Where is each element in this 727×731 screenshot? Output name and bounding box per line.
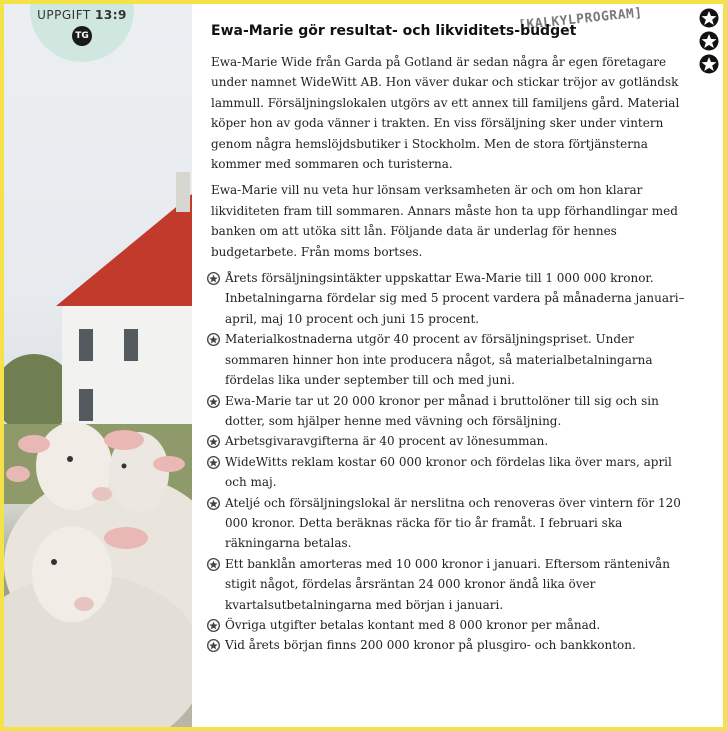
tg-badge: TG [72, 26, 92, 46]
list-item-text: Övriga utgifter betalas kontant med 8 000 kronor per månad. [225, 617, 601, 632]
data-list [211, 268, 687, 656]
list-item-text: Arbetsgivaravgifterna är 40 procent av lönesumman. [225, 434, 549, 449]
exercise-number [30, 8, 134, 22]
list-item [209, 554, 687, 615]
list-item-text: WideWitts reklam kostar 60 000 kronor och fördelas lika över mars, april och maj. [225, 454, 672, 490]
list-item-text: Ewa-Marie tar ut 20 000 kronor per månad i bruttolöner till sig och sin dotter, som hjälper henne med vävning och försäljning. [225, 393, 659, 428]
list-item [209, 452, 687, 493]
question-paragraph: Ewa-Marie vill nu veta hur lönsam verksamheten är och om hon klarar likviditeten fram till sommaren. Annars måste hon ta upp förhandlingar med banken om att utöka sitt lån. Följande data är underlag för hennes budgetarbete. Från moms bortses. [211, 183, 678, 259]
star-bullet-icon [207, 456, 220, 469]
exercise-number-value: 13:9 [95, 8, 127, 22]
difficulty-stars [699, 8, 719, 77]
intro-paragraph: Ewa-Marie Wide från Garda på Gotland är sedan några år egen företagare under namnet WideWitt AB. Hon väver dukar och stickar tröjor av gotländsk lammull. Försäljningslokalen utgörs av ett annex till familjens gård. Material köper hon av goda vänner i trakten. En viss försäljning sker under vintern genom några hemslöjdsbutiker i Stockholm. Men de stora förtjänsterna kommer med sommaren och turisterna. [211, 55, 680, 172]
list-item-text: Ateljé och försäljningslokal är nerslitna och renoveras över vintern för 120 000 kronor. Detta beräknas räcka för tio år framåt. I februari ska räkningarna betalas. [225, 495, 681, 551]
list-item-text: Vid årets början finns 200 000 kronor på plusgiro- och bankkonton. [225, 638, 636, 653]
exercise-content [211, 4, 687, 656]
sheep-farm-photo [4, 4, 192, 727]
star-icon [699, 31, 719, 51]
list-item [209, 329, 687, 390]
photo-illustration [4, 4, 192, 727]
star-icon [699, 54, 719, 74]
list-item [209, 431, 687, 451]
calc-program-tag: [KALKYLPROGRAM] [517, 5, 644, 34]
list-item [209, 391, 687, 432]
star-icon [699, 8, 719, 28]
star-bullet-icon [207, 395, 220, 408]
list-item [209, 268, 687, 329]
list-item [209, 615, 687, 635]
list-item [209, 635, 687, 655]
list-item-text: Materialkostnaderna utgör 40 procent av försäljningspriset. Under sommaren hinner hon inte producera något, så materialbetalningarna fördelas lika under september till och med juni. [225, 332, 653, 388]
exercise-title: Ewa-Marie gör resultat- och likviditets-budget [211, 23, 577, 39]
star-bullet-icon [207, 333, 220, 346]
list-item-text: Ett banklån amorteras med 10 000 kronor i januari. Eftersom räntenivån stigit något, fördelas årsräntan 24 000 kronor ändå lika över kvartalsutbetalningarna med början i januari. [225, 556, 670, 612]
star-bullet-icon [207, 619, 220, 632]
exercise-label: UPPGIFT [37, 8, 91, 22]
star-bullet-icon [207, 639, 220, 652]
star-bullet-icon [207, 497, 220, 510]
list-item-text: Årets försäljningsintäkter uppskattar Ewa-Marie till 1 000 000 kronor. Inbetalningarna fördelar sig med 5 procent vardera på månaderna januari–april, maj 10 procent och juni 15 procent. [225, 271, 685, 326]
star-bullet-icon [207, 558, 220, 571]
list-item [209, 493, 687, 554]
star-bullet-icon [207, 435, 220, 448]
star-bullet-icon [207, 272, 220, 285]
